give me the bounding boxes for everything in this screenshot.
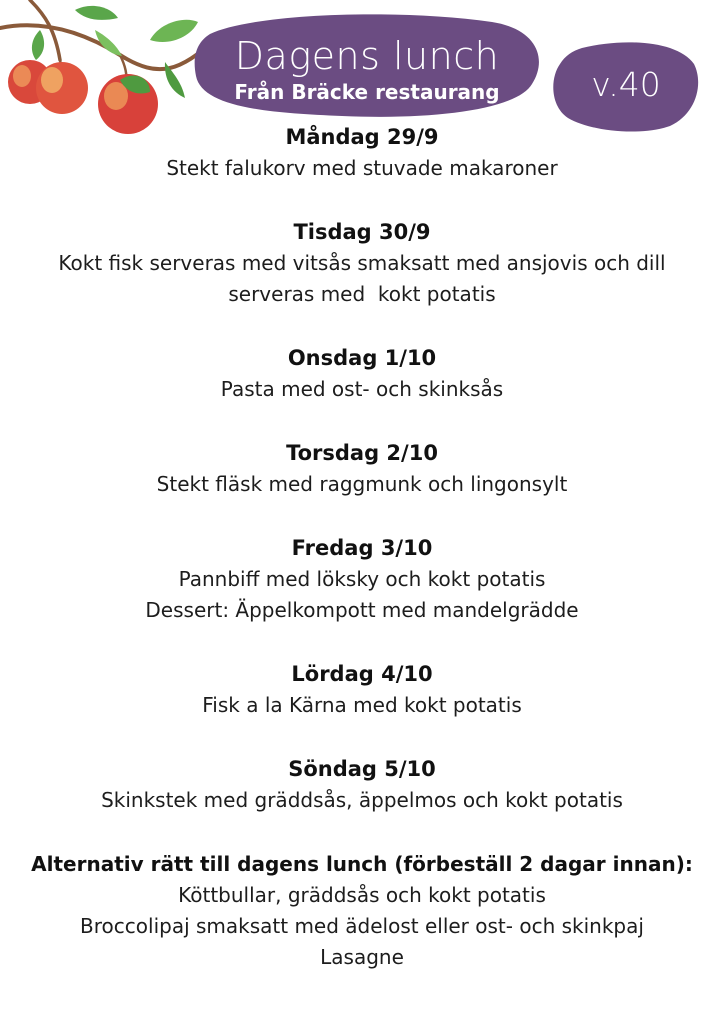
dish: Stekt falukorv med stuvade makaroner <box>166 156 558 180</box>
dish: Fisk a la Kärna med kokt potatis <box>202 693 522 717</box>
day-title: Torsdag 2/10 <box>286 441 438 465</box>
day-monday <box>0 122 724 184</box>
alternative-dish: Lasagne <box>320 945 404 969</box>
day-title: Söndag 5/10 <box>288 757 436 781</box>
dish: Kokt fisk serveras med vitsås smaksatt med ansjovis och dill <box>58 251 666 275</box>
day-title: Tisdag 30/9 <box>293 220 431 244</box>
day-wednesday <box>0 343 724 405</box>
day-tuesday <box>0 217 724 310</box>
alternative-dishes <box>0 849 724 973</box>
page-title: Dagens lunch <box>234 34 500 78</box>
day-sunday <box>0 754 724 816</box>
day-title: Onsdag 1/10 <box>287 346 437 370</box>
week-badge <box>552 40 700 132</box>
title-banner <box>192 14 542 118</box>
day-title: Fredag 3/10 <box>291 536 433 560</box>
day-title: Lördag 4/10 <box>291 662 433 686</box>
dish: Stekt fläsk med raggmunk och lingonsylt <box>156 472 568 496</box>
restaurant-name: Från Bräcke restaurang <box>234 80 500 104</box>
dish: Pasta med ost- och skinksås <box>220 377 504 401</box>
dish: serveras med kokt potatis <box>228 282 496 306</box>
day-friday <box>0 533 724 626</box>
dish: Skinkstek med gräddsås, äppelmos och kokt potatis <box>101 788 623 812</box>
alternative-dish: Broccolipaj smaksatt med ädelost eller ost- och skinkpaj <box>80 914 644 938</box>
dessert: Dessert: Äppelkompott med mandelgrädde <box>145 598 579 622</box>
alternative-title: Alternativ rätt till dagens lunch (förbeställ 2 dagar innan): <box>31 852 693 876</box>
day-thursday <box>0 438 724 500</box>
week-number: v.40 <box>591 65 661 104</box>
alternative-dish: Köttbullar, gräddsås och kokt potatis <box>178 883 546 907</box>
weekly-menu <box>0 122 724 1006</box>
day-saturday <box>0 659 724 721</box>
apple-branch-icon <box>0 0 220 140</box>
dish: Pannbiff med löksky och kokt potatis <box>178 567 546 591</box>
day-title: Måndag 29/9 <box>285 125 439 149</box>
